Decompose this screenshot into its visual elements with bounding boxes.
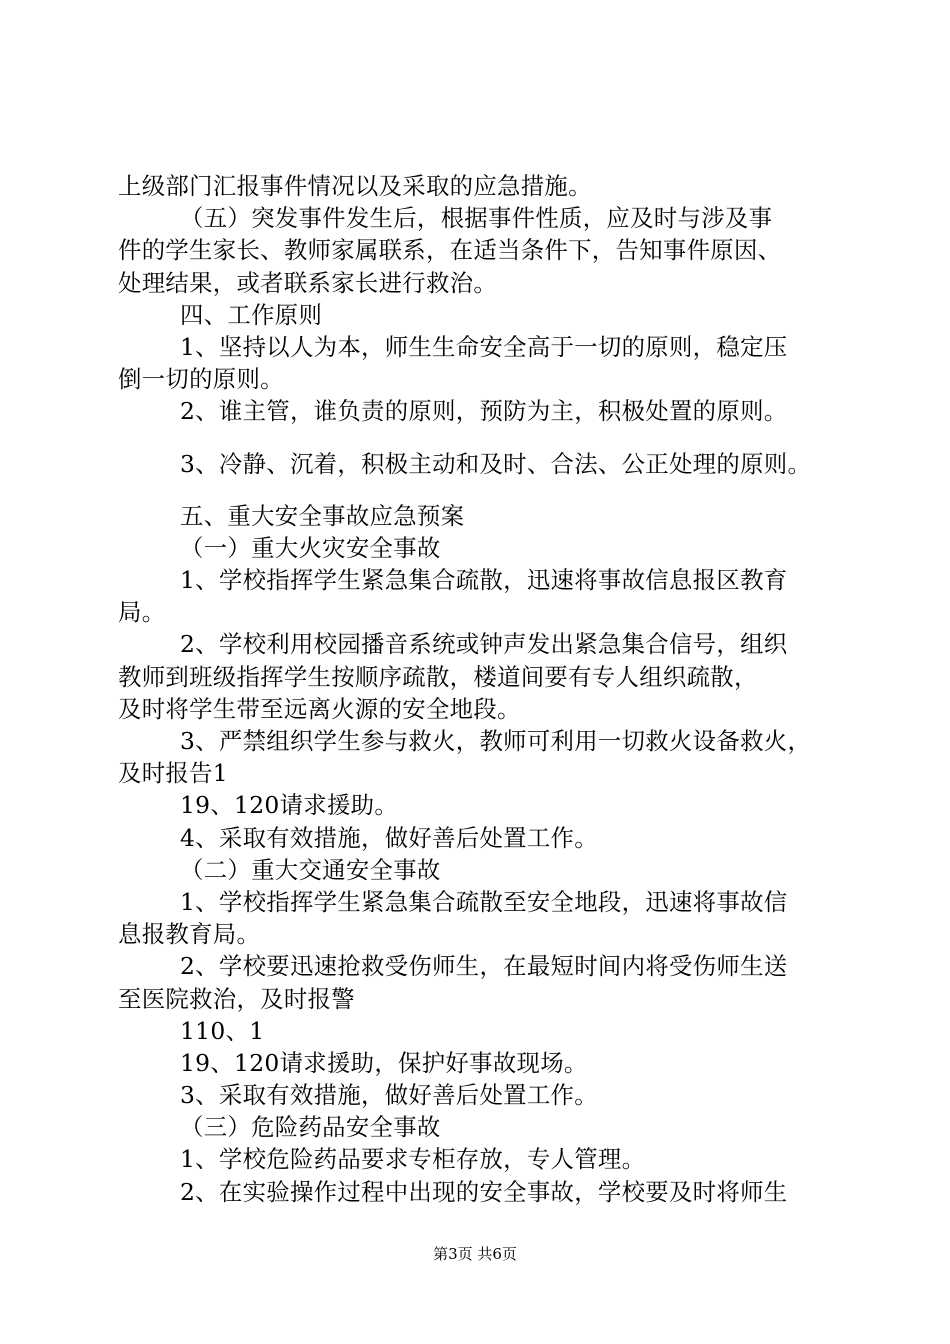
paragraph-gap	[118, 480, 838, 500]
text-line: 1、学校指挥学生紧急集合疏散至安全地段，迅速将事故信	[180, 887, 788, 916]
text-line: 处理结果，或者联系家长进行救治。	[118, 268, 498, 297]
text-line: （一）重大火灾安全事故	[180, 533, 441, 562]
text-line: 19、120请求援助。	[180, 791, 399, 820]
document-body	[118, 170, 838, 1208]
text-line: 至医院救治，及时报警	[118, 984, 355, 1013]
text-line: 1、学校指挥学生紧急集合疏散，迅速将事故信息报区教育	[180, 566, 788, 595]
text-line: 3、采取有效措施，做好善后处置工作。	[180, 1081, 598, 1110]
text-line: （二）重大交通安全事故	[180, 855, 441, 884]
text-line: 3、严禁组织学生参与救火，教师可利用一切救火设备救火，	[180, 727, 812, 755]
text-line: 倒一切的原则。	[118, 365, 284, 394]
text-line: （三）危险药品安全事故	[180, 1113, 441, 1142]
text-line: （五）突发事件发生后，根据事件性质，应及时与涉及事	[180, 204, 773, 233]
text-line: 件的学生家长、教师家属联系，在适当条件下，告知事件原因、	[118, 236, 782, 265]
text-line: 1、坚持以人为本，师生生命安全高于一切的原则，稳定压	[180, 332, 788, 361]
text-line: 上级部门汇报事件情况以及采取的应急措施。	[118, 172, 592, 200]
page-footer: 第3页 共6页	[433, 1245, 517, 1263]
text-line: 2、谁主管，谁负责的原则，预防为主，积极处置的原则。	[180, 397, 788, 426]
paragraph-gap	[118, 428, 838, 448]
text-line: 3、冷静、沉着，积极主动和及时、合法、公正处理的原则。	[180, 449, 812, 478]
text-line: 局。	[118, 598, 166, 627]
text-line: 110、1	[180, 1016, 265, 1045]
text-line: 四、工作原则	[180, 300, 323, 329]
text-line: 教师到班级指挥学生按顺序疏散，楼道间要有专人组织疏散，	[118, 662, 758, 691]
text-line: 及时报告1	[118, 759, 228, 788]
text-line: 4、采取有效措施，做好善后处置工作。	[180, 823, 598, 852]
text-line: 2、学校利用校园播音系统或钟声发出紧急集合信号，组织	[180, 630, 788, 659]
text-line: 1、学校危险药品要求专柜存放，专人管理。	[180, 1145, 646, 1174]
text-line: 五、重大安全事故应急预案	[180, 501, 465, 530]
text-line: 2、学校要迅速抢救受伤师生，在最短时间内将受伤师生送	[180, 952, 788, 981]
text-line: 2、在实验操作过程中出现的安全事故，学校要及时将师生	[180, 1177, 788, 1206]
text-line: 及时将学生带至远离火源的安全地段。	[118, 694, 521, 723]
text-line: 19、120请求援助，保护好事故现场。	[180, 1048, 588, 1077]
text-line: 息报教育局。	[118, 920, 261, 949]
